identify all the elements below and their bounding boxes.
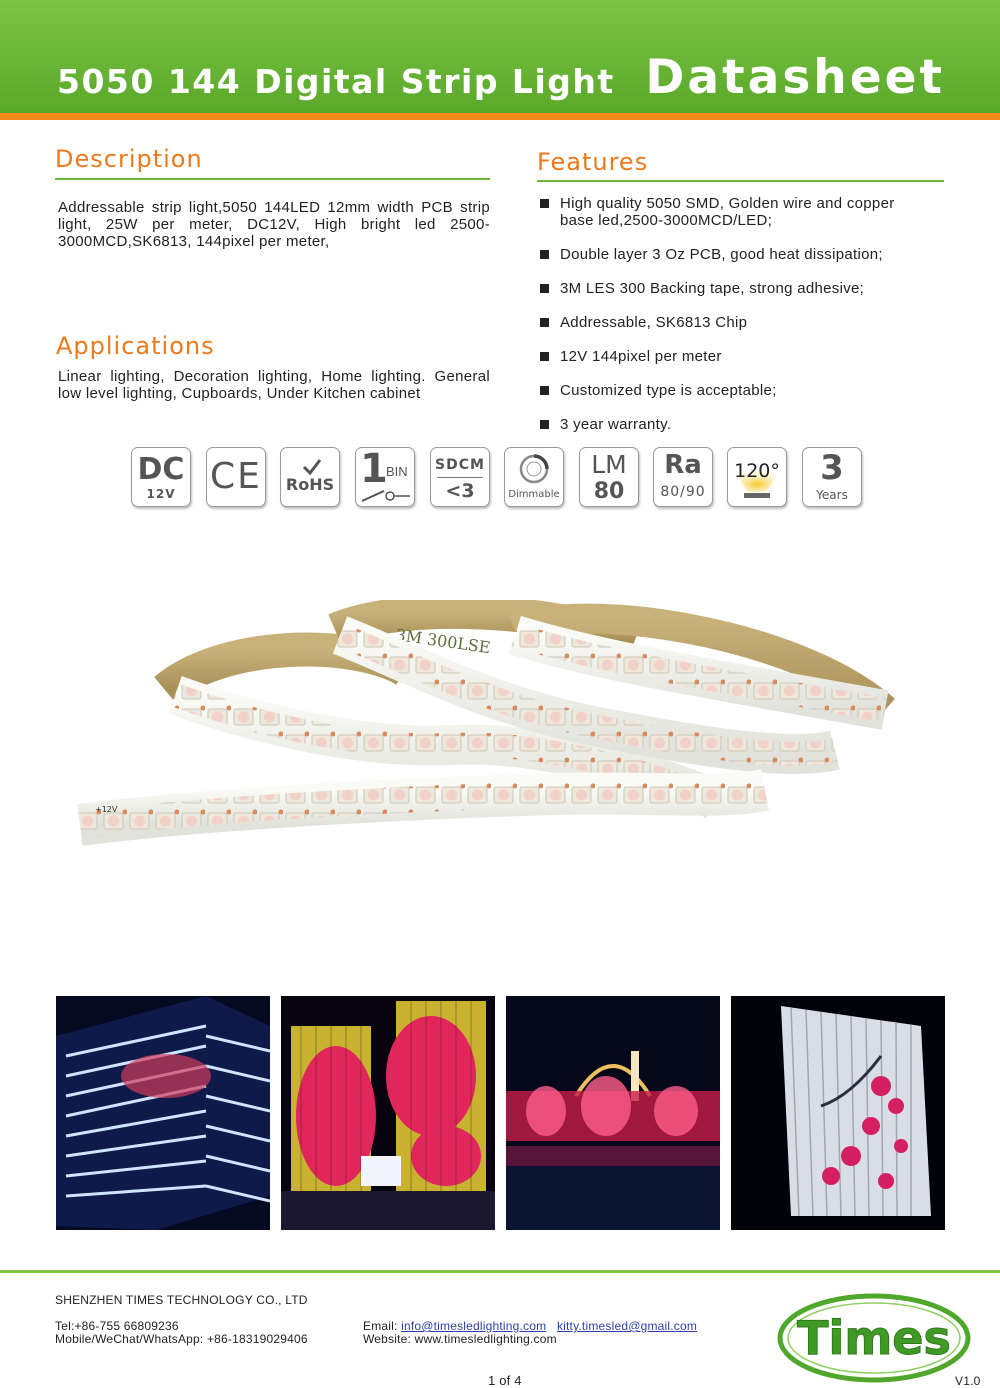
checkmark-icon — [302, 458, 322, 476]
document-title: 5050 144 Digital Strip Light — [57, 62, 615, 101]
feature-item: 3 year warranty. — [540, 416, 930, 433]
ce-mark-icon: CE — [206, 447, 266, 507]
application-photo-building-3 — [731, 996, 945, 1230]
applications-heading: Applications — [56, 332, 215, 360]
cri-ra-icon: Ra 80/90 — [653, 447, 713, 507]
led-strip-product-image — [75, 600, 895, 880]
svg-text:Times: Times — [797, 1311, 951, 1365]
application-photo-building-2 — [281, 996, 495, 1230]
feature-item: Addressable, SK6813 Chip — [540, 314, 930, 331]
bin-icon: 1 BIN — [355, 447, 415, 507]
sdcm-icon: SDCM <3 — [430, 447, 490, 507]
applications-text: Linear lighting, Decoration lighting, Home lighting. General low level lighting, Cupboards, Under Kitchen cabinet — [58, 368, 490, 402]
dimmable-icon: Dimmable — [504, 447, 564, 507]
header-orange-stripe — [0, 113, 1000, 120]
features-list — [540, 195, 930, 433]
square-bullet-icon — [540, 386, 549, 395]
page-number: 1 of 4 — [488, 1373, 522, 1388]
application-photo-building-1 — [56, 996, 270, 1230]
square-bullet-icon — [540, 199, 549, 208]
email-line: Email: info@timesledlighting.com kitty.timesled@gmail.com — [363, 1319, 698, 1333]
features-rule — [537, 180, 944, 182]
telephone: Tel:+86-755 66809236 — [55, 1319, 179, 1333]
company-name: SHENZHEN TIMES TECHNOLOGY CO., LTD — [55, 1293, 308, 1307]
features-heading: Features — [537, 148, 649, 176]
application-photo-fountain — [506, 996, 720, 1230]
rohs-icon: RoHS — [280, 447, 340, 507]
dc-12v-icon: DC 12V — [131, 447, 191, 507]
header-banner — [0, 0, 1000, 113]
square-bullet-icon — [540, 318, 549, 327]
dimmer-knob-icon — [517, 453, 551, 485]
website: Website: www.timesledlighting.com — [363, 1332, 557, 1346]
feature-item: High quality 5050 SMD, Golden wire and copper base led,2500-3000MCD/LED; — [540, 195, 930, 229]
feature-item: 3M LES 300 Backing tape, strong adhesive; — [540, 280, 930, 297]
square-bullet-icon — [540, 284, 549, 293]
feature-item: 12V 144pixel per meter — [540, 348, 930, 365]
mobile-wechat-whatsapp: Mobile/WeChat/WhatsApp: +86-18319029406 — [55, 1332, 308, 1346]
email-link-kitty[interactable]: kitty.timesled@gmail.com — [556, 1319, 698, 1333]
datasheet-label: Datasheet — [645, 50, 945, 105]
description-text: Addressable strip light,5050 144LED 12mm width PCB strip light, 25W per meter, DC12V, High bright led 2500-3000MCD,SK6813, 144pixel per meter, — [58, 199, 490, 250]
bin-graph-icon — [360, 488, 412, 504]
beam-angle-icon: 120° — [727, 447, 787, 507]
square-bullet-icon — [540, 352, 549, 361]
tape-print-text: 3M 300LSE — [394, 625, 492, 658]
times-logo — [776, 1288, 972, 1383]
feature-item: Customized type is acceptable; — [540, 382, 930, 399]
lumen-maintenance-icon: LM 80 — [579, 447, 639, 507]
footer-rule — [0, 1270, 1000, 1273]
description-heading: Description — [55, 145, 203, 173]
description-rule — [55, 178, 490, 180]
square-bullet-icon — [540, 420, 549, 429]
pcb-print-text: +12V — [95, 805, 118, 814]
feature-item: Double layer 3 Oz PCB, good heat dissipation; — [540, 246, 930, 263]
email-link-info[interactable]: info@timesledlighting.com — [401, 1319, 547, 1333]
warranty-icon: 3 Years — [802, 447, 862, 507]
square-bullet-icon — [540, 250, 549, 259]
version: V1.0 — [955, 1374, 981, 1388]
